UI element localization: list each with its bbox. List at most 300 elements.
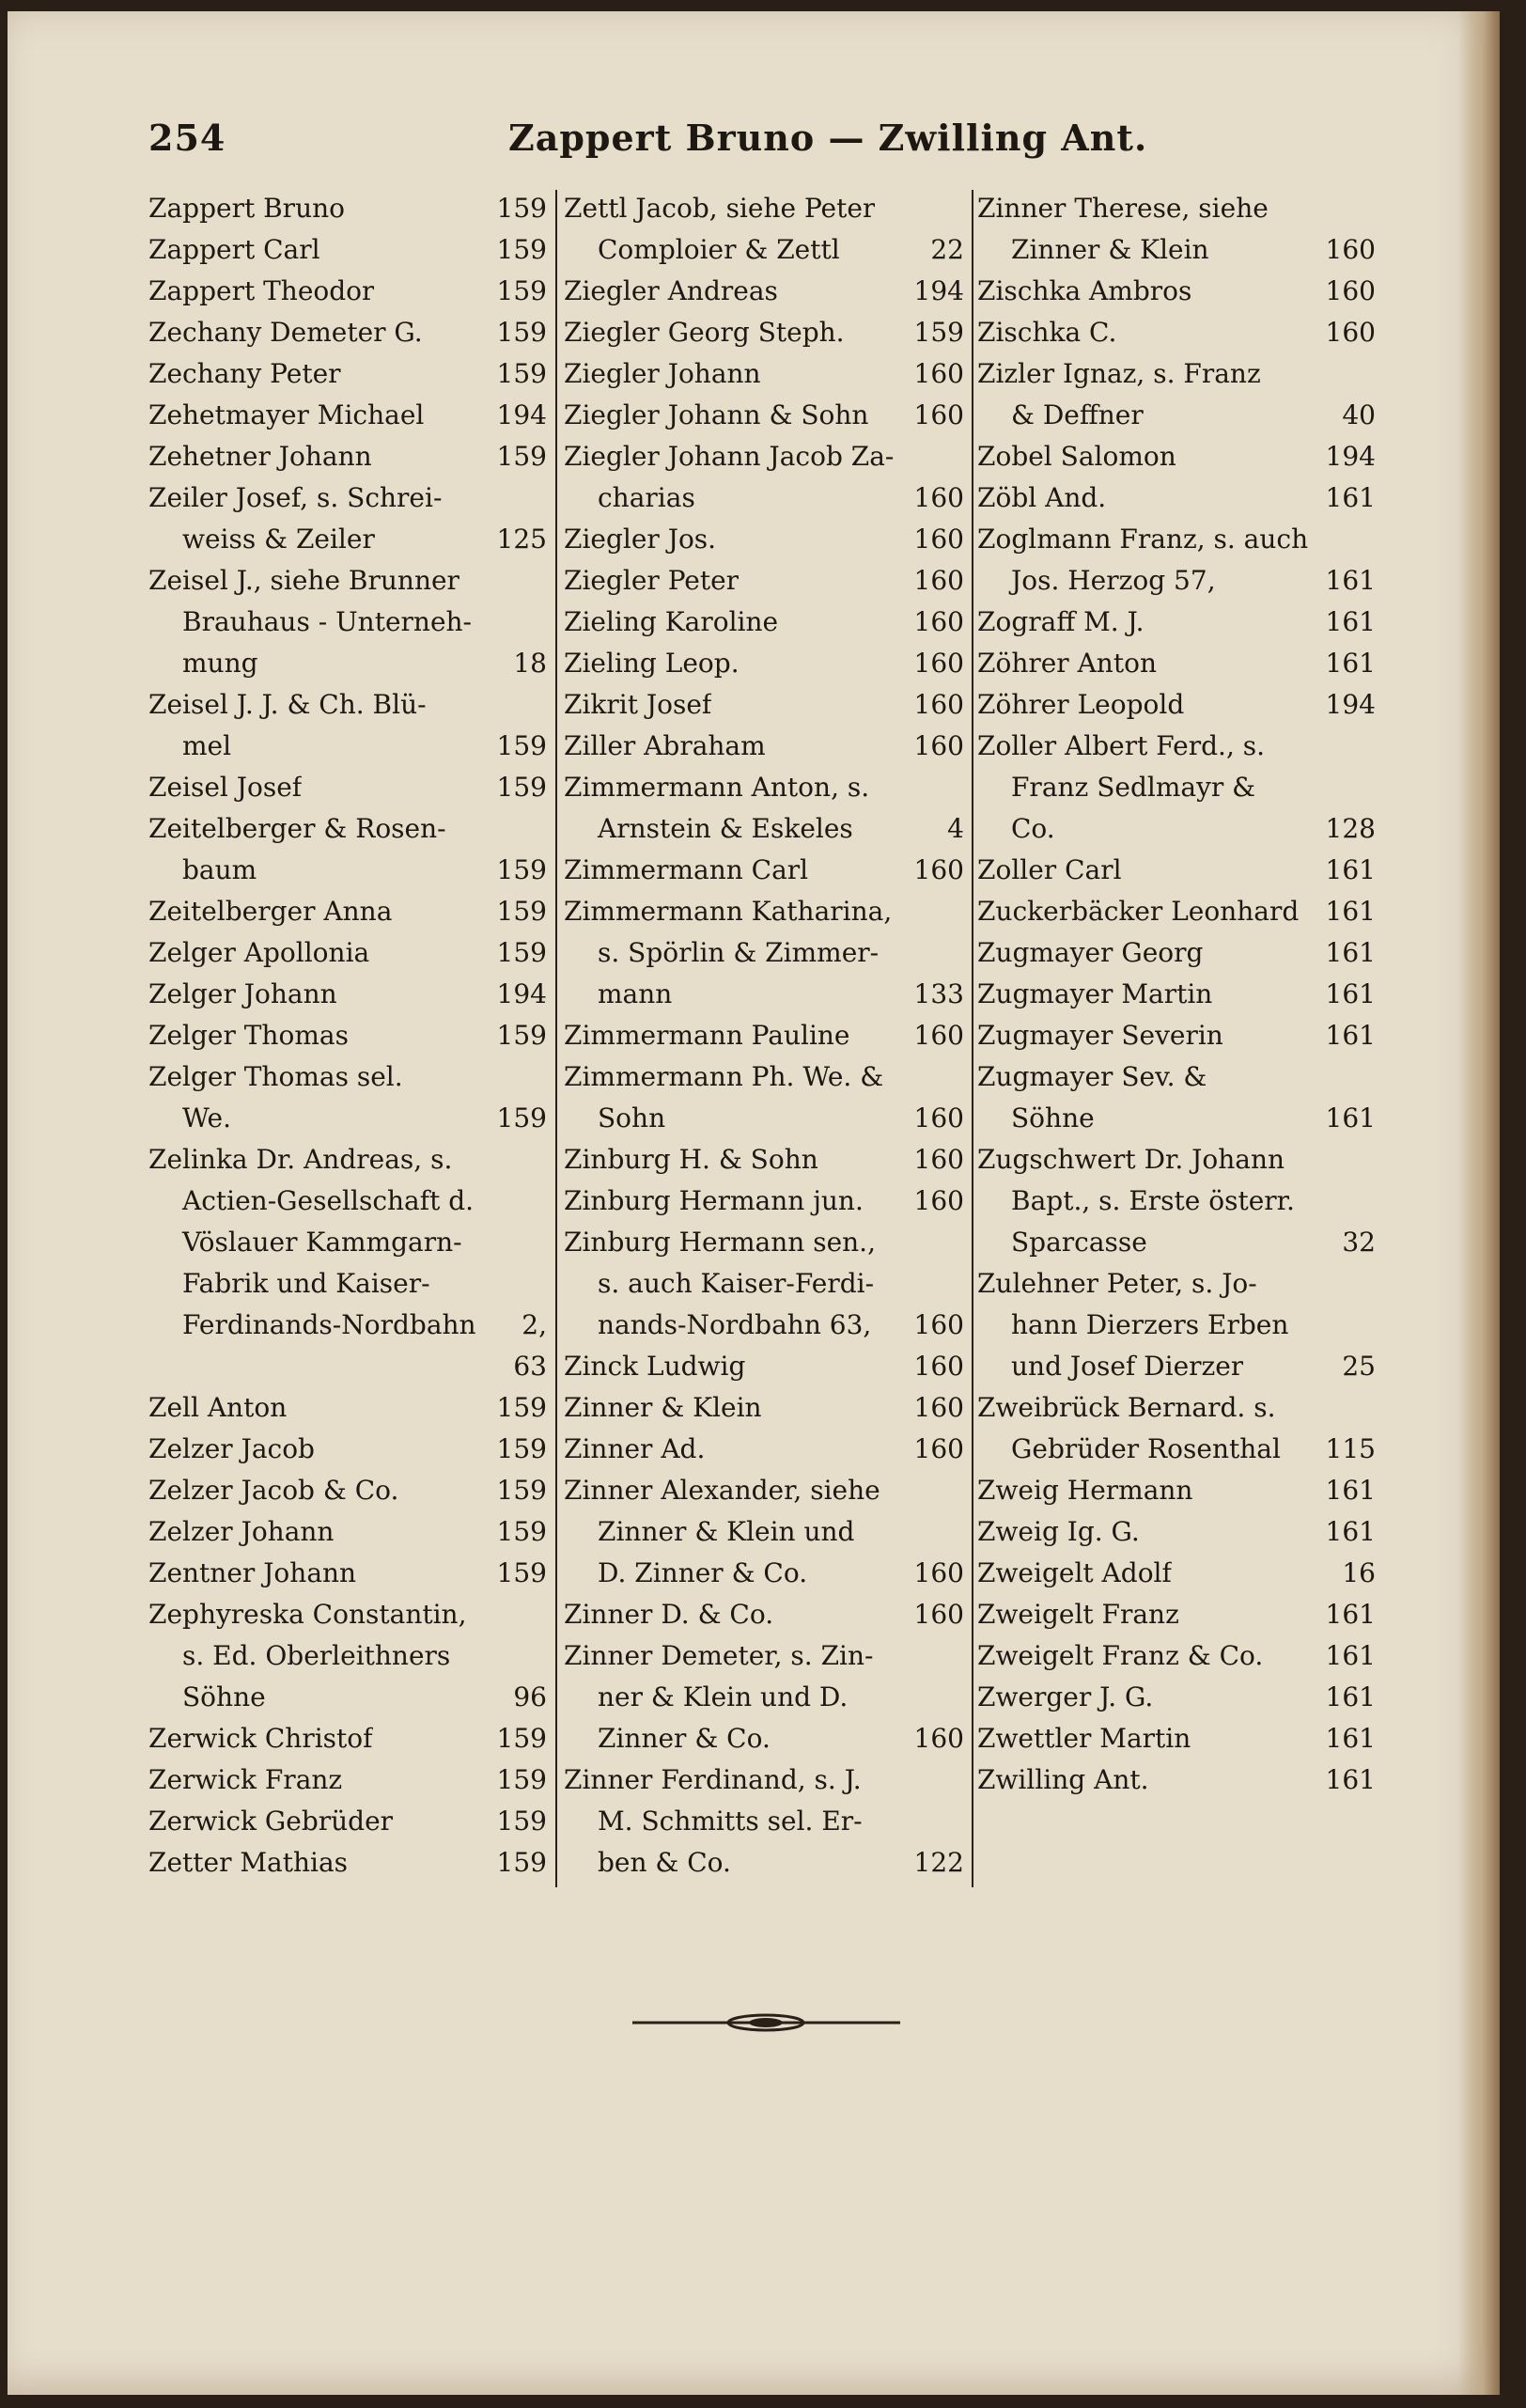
entry-page-ref: 161	[1325, 1723, 1376, 1754]
entry-name: Zappert Carl	[148, 234, 320, 265]
index-entry	[564, 229, 968, 271]
entry-page-ref: 160	[913, 482, 964, 513]
entry-name: Ziller Abraham	[564, 730, 766, 761]
index-entry	[148, 1346, 551, 1387]
entry-page-ref	[926, 1056, 968, 1098]
entry-page-ref	[1338, 1387, 1379, 1429]
entry-page-ref: 161	[1325, 565, 1376, 596]
index-entry	[148, 767, 551, 808]
entry-name: Zerwick Gebrüder	[148, 1806, 394, 1837]
entry-page-ref: 160	[913, 1351, 964, 1382]
entry-page-ref: 160	[913, 358, 964, 389]
index-entry	[148, 1677, 551, 1718]
entry-name: Zephyreska Constantin,	[148, 1599, 467, 1630]
index-entry	[564, 477, 968, 519]
index-entry	[564, 602, 968, 643]
entry-page-ref: 122	[913, 1847, 964, 1878]
entry-page-ref	[509, 1139, 551, 1181]
index-entry	[148, 229, 551, 271]
entry-name: Actien-Gesellschaft d.	[182, 1185, 475, 1216]
entry-page-ref: 160	[913, 565, 964, 596]
entry-page-ref: 160	[1325, 317, 1376, 348]
entry-name: Zinner Therese, siehe	[977, 193, 1269, 224]
entry-name: Zehetner Johann	[148, 441, 372, 472]
index-entry	[977, 1594, 1379, 1635]
column-rule-1	[555, 190, 557, 1887]
entry-page-ref: 194	[1325, 689, 1376, 720]
entry-name: Zinburg H. & Sohn	[564, 1144, 818, 1175]
index-entry	[148, 1139, 551, 1181]
entry-page-ref	[926, 1511, 968, 1553]
entry-page-ref	[509, 684, 551, 726]
index-entry	[977, 808, 1379, 850]
entry-name: Zweibrück Bernard. s.	[977, 1392, 1276, 1423]
index-entry	[148, 1801, 551, 1842]
index-column-3	[977, 188, 1379, 1801]
entry-page-ref: 159	[496, 1723, 547, 1754]
index-entry	[564, 1139, 968, 1181]
index-entry	[977, 1759, 1379, 1801]
entry-name: Zeitelberger & Rosen-	[148, 813, 446, 844]
entry-page-ref: 32	[1342, 1227, 1376, 1258]
entry-page-ref: 63	[513, 1351, 547, 1382]
entry-page-ref: 161	[1325, 1475, 1376, 1506]
entry-page-ref: 115	[1325, 1433, 1376, 1464]
entry-name: Zugmayer Sev. &	[977, 1061, 1207, 1092]
entry-page-ref: 133	[913, 978, 964, 1009]
entry-name: Zeisel Josef	[148, 772, 303, 803]
entry-name: Zinner D. & Co.	[564, 1599, 774, 1630]
index-entry	[977, 1181, 1379, 1222]
entry-page-ref: 161	[1325, 1599, 1376, 1630]
entry-name: Jos. Herzog 57,	[1011, 565, 1216, 596]
entry-name: Zell Anton	[148, 1392, 288, 1423]
entry-name: Bapt., s. Erste österr.	[1011, 1185, 1295, 1216]
entry-name: Zweigelt Franz	[977, 1599, 1179, 1630]
entry-name: Comploier & Zettl	[598, 234, 840, 265]
entry-page-ref: 160	[913, 1020, 964, 1051]
entry-page-ref: 159	[496, 193, 547, 224]
entry-page-ref: 160	[913, 730, 964, 761]
entry-page-ref: 159	[496, 1102, 547, 1134]
entry-name: Zweigelt Adolf	[977, 1557, 1172, 1588]
entry-name	[148, 1346, 182, 1387]
index-entry	[564, 1511, 968, 1553]
index-entry	[148, 1056, 551, 1098]
index-entry	[564, 1801, 968, 1842]
entry-page-ref	[926, 1222, 968, 1263]
index-entry	[148, 1511, 551, 1553]
entry-name: Ziegler Johann & Sohn	[564, 399, 869, 430]
index-entry	[977, 1718, 1379, 1759]
entry-page-ref: 161	[1325, 1516, 1376, 1547]
index-entry	[148, 974, 551, 1015]
entry-page-ref: 159	[496, 1847, 547, 1878]
entry-name: Zograff M. J.	[977, 606, 1144, 637]
entry-name: Zugmayer Severin	[977, 1020, 1223, 1051]
entry-name: Zelger Thomas sel.	[148, 1061, 403, 1092]
entry-name: Söhne	[1011, 1102, 1095, 1134]
entry-name: Zinner Alexander, siehe	[564, 1475, 880, 1506]
index-entry	[977, 726, 1379, 767]
entry-name: Ferdinands-Nordbahn	[182, 1309, 476, 1340]
entry-page-ref: 160	[913, 1557, 964, 1588]
index-entry	[564, 1056, 968, 1098]
entry-page-ref	[509, 1635, 551, 1677]
entry-page-ref	[926, 1635, 968, 1677]
index-entry	[148, 1718, 551, 1759]
entry-page-ref	[926, 891, 968, 932]
index-entry	[148, 477, 551, 519]
entry-name: Zelzer Johann	[148, 1516, 335, 1547]
index-entry	[564, 1346, 968, 1387]
entry-page-ref: 18	[513, 648, 547, 679]
entry-page-ref	[926, 436, 968, 477]
index-entry	[977, 519, 1379, 560]
entry-page-ref	[509, 1594, 551, 1635]
index-entry	[977, 312, 1379, 353]
entry-name: Franz Sedlmayr &	[1011, 772, 1256, 803]
entry-page-ref: 194	[1325, 441, 1376, 472]
entry-page-ref: 161	[1325, 606, 1376, 637]
entry-page-ref	[926, 1470, 968, 1511]
entry-page-ref: 125	[496, 524, 547, 555]
index-entry	[977, 932, 1379, 974]
entry-page-ref: 161	[1325, 978, 1376, 1009]
page-edge	[1458, 11, 1500, 2395]
entry-name: Zobel Salomon	[977, 441, 1176, 472]
entry-page-ref	[926, 188, 968, 229]
entry-name: weiss & Zeiler	[182, 524, 375, 555]
index-entry	[977, 1098, 1379, 1139]
entry-name: Sohn	[598, 1102, 666, 1134]
entry-page-ref: 159	[496, 1392, 547, 1423]
index-entry	[564, 726, 968, 767]
index-entry	[148, 560, 551, 602]
index-entry	[564, 560, 968, 602]
index-entry	[977, 271, 1379, 312]
entry-name: Zeitelberger Anna	[148, 896, 393, 927]
entry-page-ref: 159	[496, 730, 547, 761]
entry-name: Sparcasse	[1011, 1227, 1147, 1258]
entry-name: D. Zinner & Co.	[598, 1557, 808, 1588]
entry-page-ref	[1338, 1181, 1379, 1222]
index-entry	[564, 1635, 968, 1677]
entry-name: Zeisel J., siehe Brunner	[148, 565, 459, 596]
index-entry	[148, 1594, 551, 1635]
index-entry	[148, 271, 551, 312]
entry-name: Zoglmann Franz, s. auch	[977, 524, 1309, 555]
index-entry	[564, 1222, 968, 1263]
entry-page-ref: 159	[496, 1020, 547, 1051]
entry-name: Zappert Theodor	[148, 275, 375, 306]
entry-name: Zelger Thomas	[148, 1020, 349, 1051]
entry-page-ref	[1338, 188, 1379, 229]
entry-page-ref: 128	[1325, 813, 1376, 844]
index-entry	[977, 643, 1379, 684]
index-entry	[564, 1594, 968, 1635]
index-entry	[148, 1842, 551, 1884]
entry-page-ref	[509, 1056, 551, 1098]
entry-name: Zappert Bruno	[148, 193, 345, 224]
entry-name: Zulehner Peter, s. Jo-	[977, 1268, 1257, 1299]
index-entry	[564, 1718, 968, 1759]
index-entry	[564, 519, 968, 560]
index-entry	[564, 808, 968, 850]
entry-page-ref: 160	[913, 648, 964, 679]
entry-name: Zischka Ambros	[977, 275, 1192, 306]
entry-name: Zinburg Hermann sen.,	[564, 1227, 876, 1258]
index-entry	[977, 1346, 1379, 1387]
entry-page-ref: 161	[1325, 937, 1376, 968]
entry-page-ref: 159	[496, 317, 547, 348]
index-entry	[977, 560, 1379, 602]
index-entry	[977, 1305, 1379, 1346]
entry-name: Gebrüder Rosenthal	[1011, 1433, 1281, 1464]
entry-name: und Josef Dierzer	[1011, 1351, 1244, 1382]
entry-name: Zweigelt Franz & Co.	[977, 1640, 1264, 1671]
index-entry	[564, 1759, 968, 1801]
entry-name: Zimmermann Katharina,	[564, 896, 893, 927]
entry-name: Zettl Jacob, siehe Peter	[564, 193, 876, 224]
entry-name: Zieling Leop.	[564, 648, 740, 679]
entry-page-ref	[1338, 1263, 1379, 1305]
entry-name: Ziegler Peter	[564, 565, 740, 596]
entry-page-ref: 161	[1325, 1681, 1376, 1712]
entry-name: We.	[182, 1102, 231, 1134]
entry-page-ref: 194	[496, 399, 547, 430]
entry-page-ref: 159	[496, 937, 547, 968]
entry-name: Brauhaus - Unterneh-	[182, 606, 473, 637]
index-entry	[977, 974, 1379, 1015]
entry-page-ref	[1338, 353, 1379, 395]
index-entry	[564, 1015, 968, 1056]
entry-name: mung	[182, 648, 258, 679]
entry-page-ref: 160	[913, 524, 964, 555]
entry-name: Zwerger J. G.	[977, 1681, 1154, 1712]
entry-name: Söhne	[182, 1681, 266, 1712]
index-entry	[564, 271, 968, 312]
index-entry	[977, 1139, 1379, 1181]
entry-page-ref	[926, 1759, 968, 1801]
index-entry	[564, 1470, 968, 1511]
index-entry	[148, 1635, 551, 1677]
entry-page-ref: 160	[1325, 234, 1376, 265]
entry-name: Zinner & Klein	[564, 1392, 762, 1423]
index-entry	[564, 850, 968, 891]
index-entry	[977, 1470, 1379, 1511]
entry-page-ref	[926, 1263, 968, 1305]
book-page	[8, 11, 1500, 2395]
entry-page-ref: 194	[496, 978, 547, 1009]
index-entry	[977, 1635, 1379, 1677]
index-entry	[148, 1181, 551, 1222]
entry-page-ref: 161	[1325, 1102, 1376, 1134]
index-entry	[148, 1759, 551, 1801]
index-entry	[977, 767, 1379, 808]
index-entry	[977, 1222, 1379, 1263]
page-number: 254	[148, 117, 226, 159]
entry-page-ref: 159	[496, 1433, 547, 1464]
entry-page-ref: 160	[913, 1102, 964, 1134]
index-entry	[564, 1387, 968, 1429]
entry-name: Zinner Ad.	[564, 1433, 706, 1464]
entry-name: Zöhrer Anton	[977, 648, 1157, 679]
entry-page-ref	[1338, 519, 1379, 560]
entry-name: Zweig Ig. G.	[977, 1516, 1140, 1547]
entry-name: Zechany Demeter G.	[148, 317, 423, 348]
index-entry	[148, 1470, 551, 1511]
index-entry	[148, 602, 551, 643]
entry-name: baum	[182, 854, 257, 885]
entry-name: Zeisel J. J. & Ch. Blü-	[148, 689, 427, 720]
entry-name: Ziegler Andreas	[564, 275, 778, 306]
entry-name: Ziegler Johann Jacob Za-	[564, 441, 895, 472]
entry-name: Ziegler Jos.	[564, 524, 717, 555]
index-entry	[564, 1553, 968, 1594]
entry-page-ref: 159	[496, 896, 547, 927]
index-entry	[148, 519, 551, 560]
index-entry	[148, 850, 551, 891]
entry-page-ref: 159	[496, 234, 547, 265]
entry-page-ref: 159	[496, 1475, 547, 1506]
entry-name: Zikrit Josef	[564, 689, 712, 720]
entry-name: s. auch Kaiser-Ferdi-	[598, 1268, 875, 1299]
entry-page-ref: 160	[913, 1392, 964, 1423]
entry-page-ref: 161	[1325, 896, 1376, 927]
entry-name: Zerwick Christof	[148, 1723, 373, 1754]
index-entry	[148, 1015, 551, 1056]
entry-page-ref: 16	[1342, 1557, 1376, 1588]
entry-name: Zinner Ferdinand, s. J.	[564, 1764, 862, 1795]
index-entry	[977, 1553, 1379, 1594]
entry-name: Zimmermann Ph. We. &	[564, 1061, 884, 1092]
index-entry	[977, 684, 1379, 726]
entry-name: Zelger Johann	[148, 978, 337, 1009]
index-entry	[564, 1842, 968, 1884]
entry-name: Zelger Apollonia	[148, 937, 370, 968]
entry-page-ref	[926, 767, 968, 808]
entry-page-ref	[1338, 1139, 1379, 1181]
index-entry	[564, 1305, 968, 1346]
index-entry	[148, 932, 551, 974]
entry-name: Zugmayer Georg	[977, 937, 1204, 968]
entry-name: s. Ed. Oberleithners	[182, 1640, 451, 1671]
entry-name: Zeiler Josef, s. Schrei-	[148, 482, 443, 513]
entry-page-ref	[926, 1801, 968, 1842]
entry-name: M. Schmitts sel. Er-	[598, 1806, 863, 1837]
index-entry	[977, 1677, 1379, 1718]
index-entry	[148, 726, 551, 767]
entry-page-ref: 159	[496, 1806, 547, 1837]
index-entry	[564, 1677, 968, 1718]
entry-name: Zelzer Jacob	[148, 1433, 315, 1464]
entry-name: Zinner & Co.	[598, 1723, 771, 1754]
entry-page-ref: 159	[913, 317, 964, 348]
index-entry	[148, 395, 551, 436]
entry-page-ref: 159	[496, 1557, 547, 1588]
entry-name: Zehetmayer Michael	[148, 399, 425, 430]
index-entry	[148, 1098, 551, 1139]
index-entry	[564, 188, 968, 229]
entry-name: Zinck Ludwig	[564, 1351, 746, 1382]
entry-page-ref: 160	[913, 854, 964, 885]
entry-page-ref: 160	[913, 689, 964, 720]
entry-name: Ziegler Georg Steph.	[564, 317, 845, 348]
entry-page-ref	[509, 1222, 551, 1263]
index-entry	[148, 1222, 551, 1263]
entry-name: Zentner Johann	[148, 1557, 357, 1588]
entry-name: nands-Nordbahn 63,	[598, 1309, 872, 1340]
index-entry	[977, 1015, 1379, 1056]
entry-page-ref	[1338, 1056, 1379, 1098]
entry-name: Vöslauer Kammgarn-	[182, 1227, 462, 1258]
index-entry	[977, 850, 1379, 891]
index-entry	[564, 395, 968, 436]
index-entry	[148, 684, 551, 726]
index-entry	[977, 188, 1379, 229]
entry-name: mel	[182, 730, 232, 761]
index-column-1	[148, 188, 551, 1884]
column-rule-2	[972, 190, 973, 1887]
index-entry	[564, 684, 968, 726]
entry-page-ref	[926, 1677, 968, 1718]
entry-page-ref: 2,	[522, 1309, 547, 1340]
index-entry	[564, 1181, 968, 1222]
entry-name: hann Dierzers Erben	[1011, 1309, 1289, 1340]
index-entry	[977, 477, 1379, 519]
index-entry	[148, 643, 551, 684]
index-entry	[564, 436, 968, 477]
entry-name: & Deffner	[1011, 399, 1144, 430]
entry-page-ref: 160	[913, 399, 964, 430]
entry-page-ref: 161	[1325, 648, 1376, 679]
entry-name: Zuckerbäcker Leonhard	[977, 896, 1300, 927]
entry-page-ref: 161	[1325, 854, 1376, 885]
entry-name: Zoller Albert Ferd., s.	[977, 730, 1266, 761]
entry-name: Zwilling Ant.	[977, 1764, 1149, 1795]
entry-page-ref	[509, 1181, 551, 1222]
entry-name: Zinner Demeter, s. Zin-	[564, 1640, 874, 1671]
index-entry	[148, 1263, 551, 1305]
entry-name: s. Spörlin & Zimmer-	[598, 937, 880, 968]
entry-name: Zelinka Dr. Andreas, s.	[148, 1144, 453, 1175]
entry-name: Co.	[1011, 813, 1055, 844]
index-entry	[564, 353, 968, 395]
index-entry	[977, 436, 1379, 477]
entry-name: Arnstein & Eskeles	[598, 813, 853, 844]
index-entry	[977, 1511, 1379, 1553]
entry-page-ref: 160	[913, 1599, 964, 1630]
entry-page-ref	[509, 808, 551, 850]
index-entry	[148, 891, 551, 932]
index-entry	[148, 353, 551, 395]
entry-name: Zieling Karoline	[564, 606, 779, 637]
entry-name: Zinner & Klein	[1011, 234, 1209, 265]
index-entry	[148, 188, 551, 229]
index-entry	[977, 229, 1379, 271]
index-entry	[977, 395, 1379, 436]
index-entry	[148, 436, 551, 477]
entry-page-ref: 161	[1325, 482, 1376, 513]
entry-page-ref	[1338, 726, 1379, 767]
index-entry	[148, 312, 551, 353]
index-entry	[148, 1305, 551, 1346]
entry-page-ref: 25	[1342, 1351, 1376, 1382]
entry-page-ref: 159	[496, 854, 547, 885]
entry-page-ref: 161	[1325, 1764, 1376, 1795]
entry-name: Ziegler Johann	[564, 358, 761, 389]
